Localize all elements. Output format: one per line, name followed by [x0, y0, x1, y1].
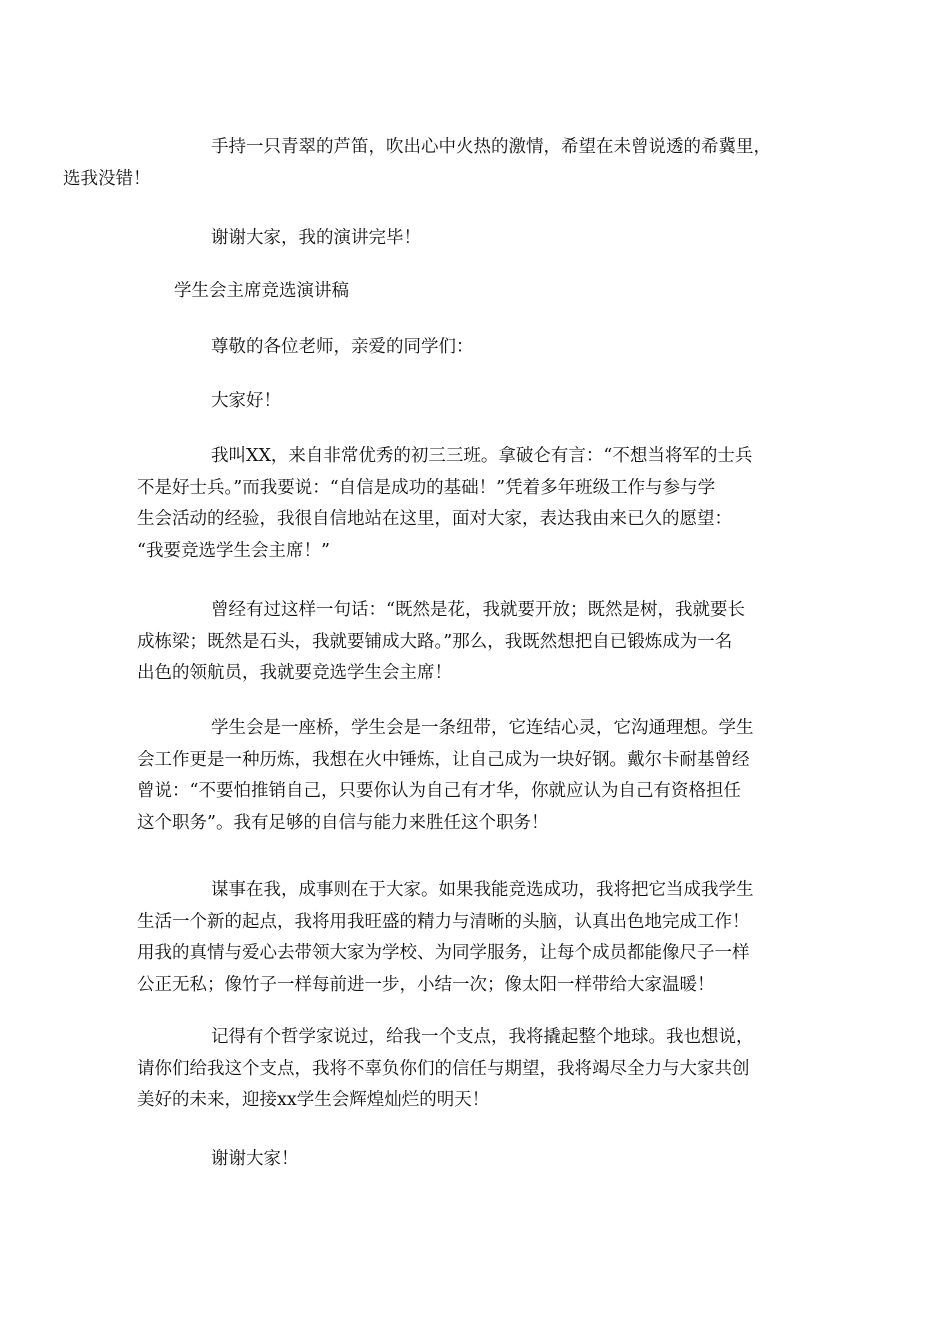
text-line: 曾经有过这样一句话：“既然是花，我就要开放；既然是树，我就要长 [211, 600, 745, 620]
paragraph-quote-flower [137, 595, 813, 690]
text-line: 不是好士兵。”而我要说：“自信是成功的基础！”凭着多年班级工作与参与学 [137, 477, 716, 498]
text-line: 曾说：“不要怕推销自己，只要你认为自己有才华，你就应认为自己有资格担任 [137, 781, 741, 801]
text-line: 大家好！ [211, 391, 281, 411]
paragraph-greeting [137, 386, 813, 418]
text-line: 公正无私；像竹子一样每前进一步，小结一次；像太阳一样带给大家温暖！ [137, 974, 715, 995]
text-line: 谋事在我，成事则在于大家。如果我能竞选成功，我将把它当成我学生 [211, 880, 754, 900]
text-line: 我叫XX，来自非常优秀的初三三班。拿破仑有言：“不想当将军的士兵 [211, 446, 753, 466]
text-line: 生活一个新的起点，我将用我旺盛的精力与清晰的头脑，认真出色地完成工作！ [137, 911, 750, 932]
text-line: 这个职务”。我有足够的自信与能力来胜任这个职务！ [137, 812, 549, 833]
paragraph-bridge [137, 713, 813, 839]
text-line: 手持一只青翠的芦笛，吹出心中火热的激情，希望在未曾说透的希冀里， [211, 137, 771, 157]
text-line: 生会活动的经验，我很自信地站在这里，面对大家，表达我由来已久的愿望： [137, 509, 732, 529]
paragraph-closing-verse [63, 132, 813, 195]
text-line: “我要竞选学生会主席！” [137, 540, 330, 561]
text-line: 成栋梁；既然是石头，我就要铺成大路。”那么，我既然想把自已锻炼成为一名 [137, 631, 733, 652]
text-line: 尊敬的各位老师，亲爱的同学们： [211, 337, 474, 357]
text-line: 出色的领航员，我就要竞选学生会主席！ [137, 663, 452, 683]
text-line: 谢谢大家，我的演讲完毕！ [211, 228, 421, 248]
text-line: 美好的未来，迎接xx学生会辉煌灿烂的明天！ [137, 1090, 490, 1110]
paragraph-thanks-end [137, 223, 813, 255]
text-line: 会工作更是一种历炼，我想在火中锤炼，让自己成为一块好钢。戴尔卡耐基曾经 [137, 749, 750, 770]
text-line: 学生会是一座桥，学生会是一条纽带，它连结心灵，它沟通理想。学生 [211, 718, 754, 738]
text-line: 记得有个哲学家说过，给我一个支点，我将撬起整个地球。我也想说， [211, 1027, 754, 1047]
text-line: 谢谢大家！ [211, 1149, 299, 1169]
text-line: 请你们给我这个支点，我将不辜负你们的信任与期望，我将竭尽全力与大家共创 [137, 1058, 750, 1079]
paragraph-salutation [137, 332, 813, 364]
paragraph-fulcrum [137, 1022, 813, 1117]
text-line: 用我的真情与爱心去带领大家为学校、为同学服务，让每个成员都能像尺子一样 [137, 943, 750, 963]
paragraph-plan [137, 875, 813, 1001]
paragraph-thanks [137, 1144, 813, 1176]
document-title: 学生会主席竞选演讲稿 [174, 281, 349, 301]
paragraph-introduction [137, 441, 813, 567]
text-line: 选我没错！ [63, 168, 151, 189]
